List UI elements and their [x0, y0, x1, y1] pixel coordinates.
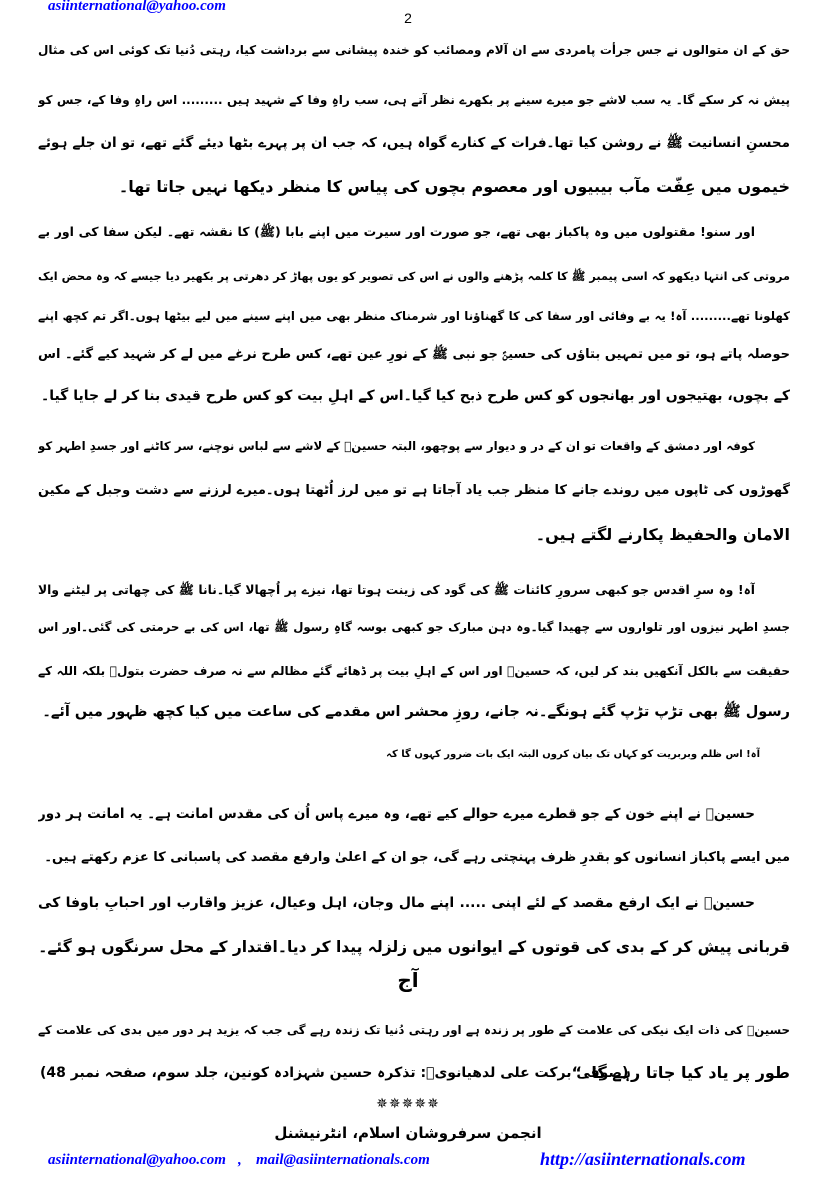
- ornament-stars-icon: ✵✵✵✵✵: [376, 1097, 440, 1112]
- header-email-link[interactable]: asiinternational@yahoo.com: [48, 0, 226, 14]
- text-line: حق کے ان متوالوں نے جس جرأت پامردی سے ان آلام ومصائب کو خندہ پیشانی سے برداشت کیا، رہتی دُنیا تک کوئی اس کی مثال: [38, 43, 790, 57]
- text-line: حسینؑ نے اپنے خون کے جو قطرے میرے حوالے کیے تھے، وہ میرے پاس اُن کی مقدس امانت ہے۔ یہ امانت ہر دور: [38, 806, 755, 822]
- page-number: 2: [404, 10, 412, 26]
- text-line: کے بچوں، بھتیجوں اور بھانجوں کو کس طرح ذبح کیا گیا۔اس کے اہلِ بیت کو کس طرح قیدی بنا کر لے جایا گیا۔: [41, 388, 790, 404]
- text-line: جسدِ اطہر نیزوں اور تلواروں سے چھیدا گیا۔وہ دہن مبارک جو کبھی بوسہ گاہِ رسول ﷺ تھا، اس کی بے حرمتی کی گئی۔اور اس: [38, 620, 790, 634]
- text-line: الامان والحفیظ پکارنے لگتے ہیں۔: [535, 525, 790, 544]
- text-line: قربانی پیش کر کے بدی کی قوتوں کے ایوانوں میں زلزلہ پیدا کر دیا۔اقتدار کے محل سرنگوں ہو گئے۔: [38, 938, 790, 956]
- footer-email2-link[interactable]: mail@asiinternationals.com: [256, 1152, 430, 1168]
- text-line: طور پر یاد کیا جاتا رہے گا۔“: [571, 1063, 790, 1082]
- subheading-aaj: آج: [397, 968, 419, 992]
- section-heading: آہ! اس ظلم وبربریت کو کہاں تک بیان کروں البتہ ایک بات ضرور کہوں گا کہ: [386, 749, 760, 760]
- text-line: پیش نہ کر سکے گا۔ یہ سب لاشے جو میرے سینے پر بکھرے نظر آتے ہی، سب راہِ وفا کے شہید ہیں ......... اس راہِ وفا کے، جس کو: [38, 93, 790, 107]
- text-line: حسینؑ نے ایک ارفع مقصد کے لئے اپنی ..... اپنے مال وجان، اہل وعیال، عزیز واقارب اور احبابِ باوفا کی: [38, 895, 755, 911]
- text-line: کوفہ اور دمشق کے واقعات تو ان کے در و دیوار سے پوچھو، البتہ حسینؑ کے لاشے سے لباس نوچنے، سر کاٹنے اور جسدِ اطہر کو: [38, 439, 755, 453]
- text-line: حقیقت سے بالکل آنکھیں بند کر لیں، کہ حسینؑ اور اس کے اہلِ بیت پر ڈھائے گئے مظالم سے نہ صرف حضرت بتولؑ بلکہ اللہ کے: [38, 664, 790, 678]
- footer-website-link[interactable]: http://asiinternationals.com: [540, 1149, 746, 1169]
- text-line: اور سنو! مقتولوں میں وہ پاکباز بھی تھے، جو صورت اور سیرت میں اپنے بابا (ﷺ) کا نقشہ تھے۔ لیکن سفا کی اور بے: [38, 224, 755, 239]
- text-line: مروتی کی انتہا دیکھو کہ اسی پیمبر ﷺ کا کلمہ پڑھنے والوں نے اس کی تصویر کو یوں پھاڑ کر دھرتی پر بکھیر دیا جیسے کہ وہ محض ایک: [38, 270, 790, 283]
- text-line: محسنِ انسانیت ﷺ نے روشن کیا تھا۔فرات کے کنارے گواہ ہیں، کہ جب ان پر پہرے بٹھا دیئے گئے تھے، تو ان جلے ہوئے: [38, 135, 790, 151]
- text-line: گھوڑوں کی ٹاپوں میں روندے جانے کا منظر جب یاد آجاتا ہے تو میں لرز اُٹھتا ہوں۔میرے لرزنے سے دشت وجبل کے مکین: [38, 483, 790, 498]
- footer-separator: ,: [238, 1152, 242, 1168]
- text-line: آہ! وہ سرِ اقدس جو کبھی سرورِ کائنات ﷺ کی گود کی زینت ہوتا تھا، نیزے پر اُچھالا گیا۔نانا ﷺ کی چھاتی پر لیٹنے والا: [38, 583, 755, 597]
- text-line: خیموں میں عِفّت مآب بیبیوں اور معصوم بچوں کی پیاس کا منظر دیکھا نہیں جاتا تھا۔: [118, 177, 790, 196]
- text-line: رسول ﷺ بھی تڑپ تڑپ گئے ہونگے۔نہ جانے، روزِ محشر اس مقدمے کی ساعت میں کیا کچھ ظہور میں آئے۔: [42, 704, 790, 720]
- text-line: حسینؑ کی ذات ایک نیکی کی علامت کے طور پر زندہ ہے اور رہتی دُنیا تک زندہ رہے گی جب کہ یزید ہر دور میں بدی کی علامت کے: [38, 1023, 790, 1037]
- text-line: حوصلہ پاتے ہو، تو میں تمہیں بتاؤں کی حسینؑ جو نبی ﷺ کے نورِ عین تھے، کس طرح نرغے میں لے کر شہید کیے گئے۔ اس: [38, 347, 790, 362]
- text-line: میں ایسے پاکباز انسانوں کو بقدرِ ظرف پہنچتی رہے گی، جو ان کے اعلیٰ وارفع مقصد کی پاسبانی کا عزم رکھتے ہیں۔: [44, 850, 790, 865]
- footer-email-link[interactable]: asiinternational@yahoo.com: [48, 1152, 226, 1168]
- footer-organization: انجمن سرفروشان اسلام، انٹرنیشنل: [274, 1124, 542, 1142]
- citation: (صوفی برکت علی لدھیانویؒ: تذکرہ حسین شہزادہ کونین، جلد سوم، صفحہ نمبر 48): [40, 1065, 629, 1081]
- text-line: کھلونا تھے......... آہ! یہ بے وفائی اور سفا کی کا گھناؤنا اور شرمناک منظر بھی میں اپنے سینے میں لیے بیٹھا ہوں۔اگر تم کچھ اپنے: [38, 309, 790, 323]
